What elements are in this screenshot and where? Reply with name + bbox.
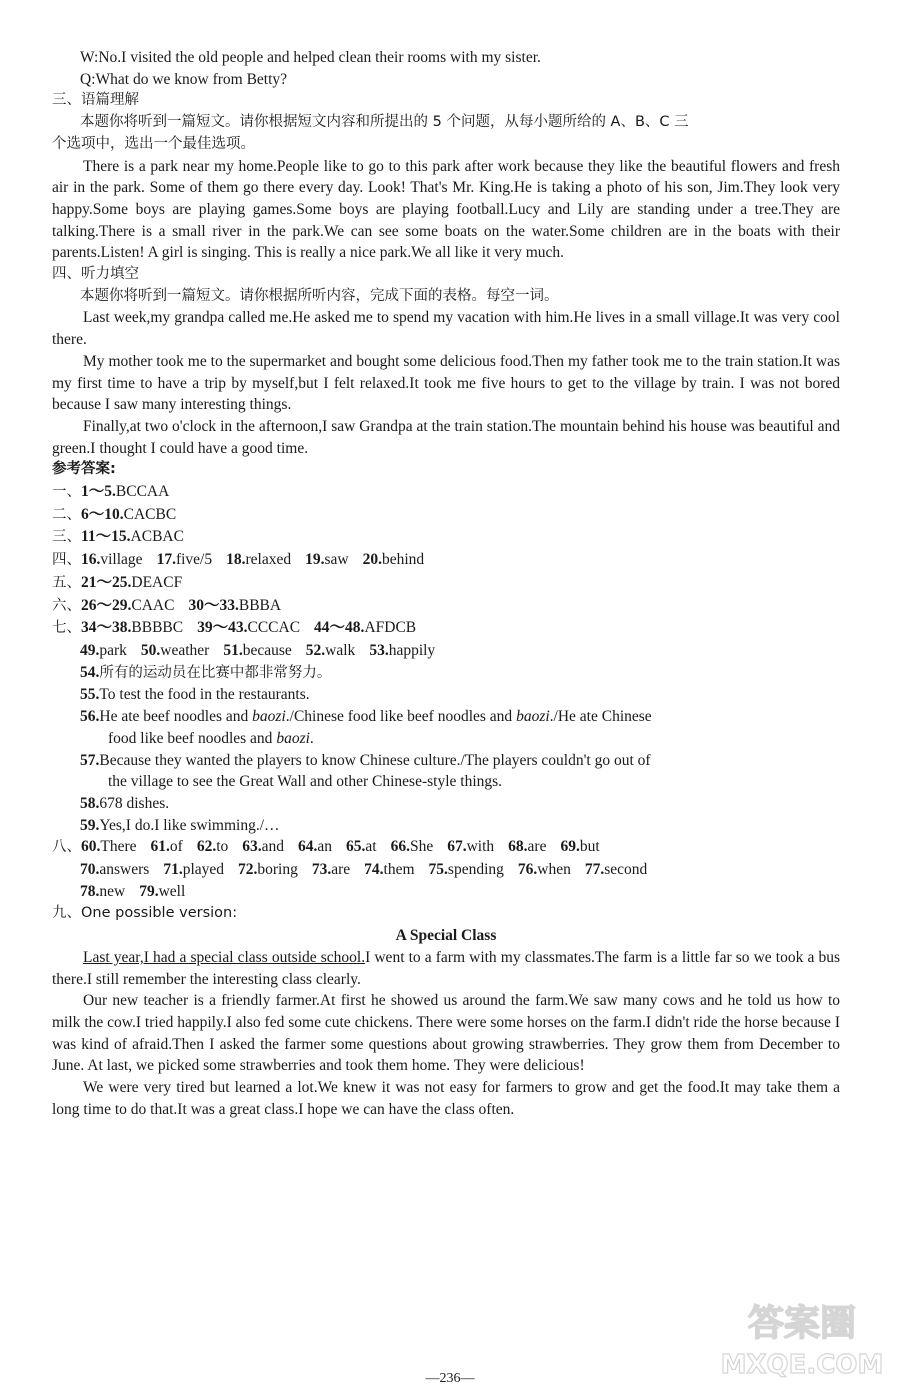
answer-number: 21～25. <box>81 573 132 591</box>
answer-text: with <box>466 838 495 856</box>
section-3-instruction-2: 个选项中，选出一个最佳选项。 <box>52 135 255 152</box>
answer-number: 18. <box>226 551 246 569</box>
essay-underlined-sentence: Last year,I had a special class outside school. <box>83 948 366 966</box>
answer-number: 64. <box>298 838 318 856</box>
answer-58 <box>52 793 840 815</box>
section-4-heading: 四、听力填空 <box>52 266 139 283</box>
answer-text: BBBBC <box>131 619 184 637</box>
answer-item <box>364 859 414 881</box>
answer-text: five/5 <box>175 551 213 569</box>
answer-text: village <box>100 551 143 569</box>
answer-text: to <box>216 838 229 856</box>
answer-row-78 <box>52 881 840 903</box>
answer-number: 19. <box>305 551 325 569</box>
watermark-en: MXQE.COM <box>720 1350 884 1380</box>
answer-text: ./He ate Chinese <box>549 708 652 726</box>
answer-text: are <box>527 838 547 856</box>
page-content <box>52 47 840 1120</box>
answer-item <box>391 836 434 858</box>
answer-text: AFDCB <box>364 619 417 637</box>
page-number: —236— <box>425 1371 475 1386</box>
answer-text: food like beef noodles and <box>108 729 277 747</box>
answer-row <box>52 504 840 527</box>
answer-text: DEACF <box>131 573 183 591</box>
section-4-paragraph-2: My mother took me to the supermarket and bought some delicious food.Then my father took me to the train station.It was my first time to have a trip by myself,but I felt relaxed.It took me five hours to get to the village by train. I was not bored because I saw many interesting things. <box>52 352 840 414</box>
answer-text: answers <box>99 861 150 879</box>
answer-item <box>141 640 209 662</box>
answer-number: 57. <box>80 751 100 769</box>
answer-number: 56. <box>80 708 100 726</box>
answer-text: 所有的运动员在比赛中都非常努力。 <box>99 664 332 681</box>
answer-number: 68. <box>508 838 528 856</box>
answer-text: . <box>309 729 314 747</box>
answer-number: 26～29. <box>81 596 132 614</box>
answer-item <box>81 549 143 571</box>
answer-text: boring <box>257 861 298 879</box>
answer-text: new <box>99 882 126 900</box>
answer-number: 30～33. <box>188 596 239 614</box>
answer-number: 75. <box>428 861 448 879</box>
answer-item <box>151 836 183 858</box>
answer-number: 69. <box>560 838 580 856</box>
answer-text: ./Chinese food like beef noodles and <box>285 708 517 726</box>
answer-number: 72. <box>238 861 258 879</box>
answer-item <box>560 836 599 858</box>
answer-text: weather <box>160 641 210 659</box>
answer-number: 61. <box>150 838 170 856</box>
answer-number: 67. <box>447 838 467 856</box>
answer-prefix: 三、 <box>52 529 81 546</box>
answer-text: BCCAA <box>115 483 170 501</box>
answer-text: To test the food in the restaurants. <box>99 686 310 704</box>
answer-number: 76. <box>517 861 538 879</box>
answer-item <box>223 640 291 662</box>
answer-number: 16. <box>81 551 101 569</box>
answer-text: because <box>242 641 292 659</box>
answer-number: 11～15. <box>81 528 131 546</box>
answer-text: spending <box>447 861 504 879</box>
answer-number: 60. <box>81 838 101 856</box>
answer-54 <box>52 662 840 685</box>
answer-number: 39～43. <box>197 619 248 637</box>
answer-item <box>226 549 291 571</box>
answer-row <box>52 549 840 572</box>
answer-prefix: 七、 <box>52 620 81 637</box>
answer-number: 74. <box>364 861 384 879</box>
answer-item <box>81 504 176 526</box>
answer-text: second <box>604 861 648 879</box>
answer-number: 53. <box>369 641 389 659</box>
answer-number: 66. <box>390 838 410 856</box>
answer-number: 51. <box>223 641 243 659</box>
answer-item <box>81 617 183 639</box>
answer-row <box>52 595 840 618</box>
watermark-cn: 答案圈 <box>747 1303 857 1344</box>
answer-number: 34～38. <box>81 619 132 637</box>
answer-text: relaxed <box>245 551 292 569</box>
answer-row <box>52 572 840 595</box>
answer-text: Because they wanted the players to know Chinese culture./The players couldn't go out of <box>99 751 651 769</box>
answer-number: 49. <box>80 641 100 659</box>
answer-number: 17. <box>156 551 176 569</box>
answer-text: park <box>99 641 127 659</box>
answer-items <box>81 838 614 855</box>
answer-item <box>197 617 300 639</box>
answer-56-line-1 <box>52 706 840 728</box>
answer-text: an <box>317 838 333 856</box>
answer-italic: baozi <box>516 708 550 726</box>
dialog-line-q: Q:What do we know from Betty? <box>80 70 288 88</box>
answer-text: but <box>579 838 600 856</box>
answer-item <box>585 859 647 881</box>
answer-prefix: 二、 <box>52 506 81 523</box>
answer-rows <box>52 481 840 640</box>
answer-text: walk <box>325 641 356 659</box>
answer-item <box>80 859 149 881</box>
answers-heading: 参考答案: <box>52 461 116 478</box>
answer-item <box>80 640 127 662</box>
answer-number: 54. <box>80 663 100 681</box>
answer-text: BBBA <box>238 596 282 614</box>
answer-item <box>157 549 213 571</box>
answer-item <box>238 859 298 881</box>
dialog-line-w: W:No.I visited the old people and helped clean their rooms with my sister. <box>80 49 541 66</box>
answer-item <box>197 836 228 858</box>
answer-text: CAAC <box>131 596 175 614</box>
answer-text: He ate beef noodles and <box>99 708 253 726</box>
answer-text: at <box>365 838 377 856</box>
essay-paragraph-1 <box>52 947 840 990</box>
watermark-logo-icon <box>712 1295 892 1380</box>
answer-prefix: 五、 <box>52 574 81 591</box>
answer-text: There <box>100 838 137 856</box>
answer-item <box>305 549 348 571</box>
answer-text: them <box>383 861 415 879</box>
answer-prefix: 一、 <box>52 484 81 501</box>
answer-number: 73. <box>311 861 332 879</box>
answer-text: and <box>261 838 285 856</box>
section-3-passage: There is a park near my home.People like to go to this park after work because they like the beautiful flowers and fresh air in the park. Some of them go there every day. Look! That's Mr. King.He is taking a photo of his son, Jim.They look very happy.Some boys are playing games.Some boys are playing football.Lucy and Lily are standing under a tree.They are talking.There is a small river in the park.We can see some boats on the water.Some children are in the boats with their parents.Listen! A girl is singing. This is really a nice park.We all like it very much. <box>52 157 840 262</box>
answer-number: 79. <box>139 882 159 900</box>
answer-item <box>369 640 435 662</box>
answer-item <box>346 836 377 858</box>
answer-text: CACBC <box>123 505 177 523</box>
answer-item <box>429 859 504 881</box>
answer-number: 6～10. <box>81 505 124 523</box>
answer-item <box>81 595 174 617</box>
answer-text: of <box>169 838 183 856</box>
answer-text: when <box>537 861 571 879</box>
answer-item <box>81 481 169 503</box>
answer-number: 59. <box>80 816 100 834</box>
answer-57-line-1 <box>52 750 840 772</box>
answer-item <box>163 859 224 881</box>
answer-number: 44～48. <box>314 619 365 637</box>
answer-number: 50. <box>140 641 161 659</box>
essay-paragraph-3: We were very tired but learned a lot.We knew it was not easy for farmers to grow and get the food.It may take them a long time to do that.It was a great class.I hope we can have the class often. <box>52 1079 840 1118</box>
answer-number: 77. <box>584 861 605 879</box>
answer-55 <box>52 684 840 706</box>
answer-number: 65. <box>346 838 366 856</box>
answer-number: 78. <box>80 882 100 900</box>
answer-text: 678 dishes. <box>99 794 170 812</box>
answer-text: saw <box>324 551 349 569</box>
answer-number: 70. <box>80 861 100 879</box>
essay-paragraph-2: Our new teacher is a friendly farmer.At first he showed us around the farm.We saw many cows and he told us how to milk the cow.I tried happily.I also fed some cute chickens. There were some horses on the farm.I didn't ride the horse because I was kind of afraid.Then I asked the farmer some questions about growing strawberries. They grow them from December to June. At last, we picked some strawberries and took them home. They were delicious! <box>52 992 840 1075</box>
answer-row <box>52 617 840 640</box>
answer-item <box>188 595 281 617</box>
answer-item <box>81 526 184 548</box>
essay-text: I went to a farm with my classmates.The farm is a little far so we took a bus there.I still remember the interesting class clearly. <box>52 948 840 988</box>
answer-number: 55. <box>80 686 100 704</box>
answer-italic: baozi <box>276 729 310 747</box>
answer-row-60 <box>52 836 840 859</box>
answer-text: behind <box>381 551 425 569</box>
answer-text: happily <box>388 641 436 659</box>
answer-item <box>518 859 571 881</box>
section-9-heading <box>52 902 840 925</box>
answer-number: 58. <box>80 794 100 812</box>
answer-number: 62. <box>196 838 217 856</box>
answer-number: 52. <box>305 641 326 659</box>
answer-57-line-2: the village to see the Great Wall and other Chinese-style things. <box>108 773 503 791</box>
answer-item <box>447 836 494 858</box>
essay-title: A Special Class <box>395 927 497 945</box>
answer-text: played <box>182 861 225 879</box>
answer-item <box>80 881 125 903</box>
answer-item <box>306 640 356 662</box>
answer-item <box>242 836 284 858</box>
answer-prefix: 四、 <box>52 552 81 569</box>
answer-item <box>81 572 182 594</box>
answer-number: 20. <box>362 551 382 569</box>
answer-item <box>81 836 137 858</box>
answer-item <box>139 881 185 903</box>
answer-number: 1～5. <box>81 483 116 501</box>
section-4-paragraph-1: Last week,my grandpa called me.He asked me to spend my vacation with him.He lives in a small village.It was very cool there. <box>52 309 840 349</box>
answer-text: are <box>331 861 351 879</box>
answer-item <box>363 549 425 571</box>
section-3-heading: 三、语篇理解 <box>52 92 139 109</box>
answer-italic: baozi <box>252 708 286 726</box>
answer-text: well <box>158 882 186 900</box>
answer-number: 71. <box>163 861 183 879</box>
answer-row-49 <box>52 640 840 662</box>
answer-row <box>52 526 840 549</box>
section-4-instruction: 本题你将听到一篇短文。请你根据所听内容，完成下面的表格。每空一词。 <box>80 287 559 304</box>
answer-text: Yes,I do.I like swimming./… <box>99 816 280 834</box>
answer-item <box>508 836 546 858</box>
answer-text: CCCAC <box>247 619 301 637</box>
section-3-instruction-1: 本题你将听到一篇短文。请你根据短文内容和所提出的 5 个问题，从每小题所给的 A、B、C 三 <box>80 114 689 131</box>
answer-56-line-2 <box>52 728 840 750</box>
answer-item <box>298 836 332 858</box>
answer-row-70 <box>52 859 840 881</box>
answer-prefix: 八、 <box>52 839 81 856</box>
answer-text: ACBAC <box>130 528 184 546</box>
answer-number: 63. <box>242 838 262 856</box>
answer-text: She <box>409 838 434 856</box>
section-4-paragraph-3: Finally,at two o'clock in the afternoon,I saw Grandpa at the train station.The mountain behind his house was beautiful and green.I thought I could have a good time. <box>52 417 840 457</box>
answer-59 <box>52 815 840 837</box>
section-9-label: 九、One possible version: <box>52 905 238 922</box>
answer-item <box>314 617 416 639</box>
answer-prefix: 六、 <box>52 597 81 614</box>
answer-row <box>52 481 840 504</box>
answer-item <box>312 859 350 881</box>
